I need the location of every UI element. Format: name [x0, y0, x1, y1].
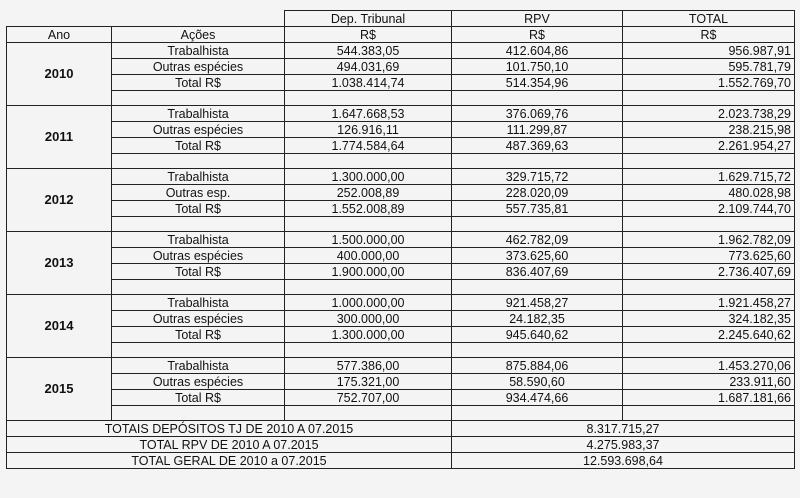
table-row	[7, 232, 795, 248]
summary-label: TOTAL GERAL DE 2010 a 07.2015	[7, 453, 452, 469]
table-row	[7, 264, 795, 280]
spacer-cell	[285, 280, 452, 295]
total-cell: 480.028,98	[623, 185, 795, 201]
header-total: TOTAL	[623, 11, 795, 27]
dep-tribunal-cell: 400.000,00	[285, 248, 452, 264]
total-cell: 1.629.715,72	[623, 169, 795, 185]
acao-cell: Outras esp.	[112, 185, 285, 201]
acao-cell: Outras espécies	[112, 122, 285, 138]
table-row	[7, 248, 795, 264]
header-currency-rpv: R$	[452, 27, 623, 43]
acao-cell: Trabalhista	[112, 43, 285, 59]
spacer-cell	[452, 154, 623, 169]
total-cell: 233.911,60	[623, 374, 795, 390]
dep-tribunal-cell: 1.300.000,00	[285, 327, 452, 343]
spacer-cell	[452, 280, 623, 295]
total-cell: 1.921.458,27	[623, 295, 795, 311]
spacer-cell	[452, 343, 623, 358]
summary-value: 8.317.715,27	[452, 421, 795, 437]
table-row	[7, 311, 795, 327]
rpv-cell: 373.625,60	[452, 248, 623, 264]
rpv-cell: 111.299,87	[452, 122, 623, 138]
total-cell: 2.109.744,70	[623, 201, 795, 217]
spacer-cell	[623, 343, 795, 358]
dep-tribunal-cell: 494.031,69	[285, 59, 452, 75]
total-cell: 1.687.181,66	[623, 390, 795, 406]
dep-tribunal-cell: 1.500.000,00	[285, 232, 452, 248]
spacer-cell	[112, 406, 285, 421]
acao-cell: Total R$	[112, 138, 285, 154]
dep-tribunal-cell: 1.300.000,00	[285, 169, 452, 185]
acao-cell: Total R$	[112, 201, 285, 217]
table-row	[7, 185, 795, 201]
dep-tribunal-cell: 1.038.414,74	[285, 75, 452, 91]
total-cell: 2.736.407,69	[623, 264, 795, 280]
spacer-cell	[623, 406, 795, 421]
spacer-cell	[112, 91, 285, 106]
header-ano: Ano	[7, 27, 112, 43]
rpv-cell: 836.407,69	[452, 264, 623, 280]
spacer-row	[7, 406, 795, 421]
spacer-row	[7, 217, 795, 232]
rpv-cell: 101.750,10	[452, 59, 623, 75]
acao-cell: Total R$	[112, 264, 285, 280]
spacer-row	[7, 154, 795, 169]
header-row-1	[7, 11, 795, 27]
year-cell: 2015	[7, 358, 112, 421]
spacer-cell	[452, 217, 623, 232]
acao-cell: Trabalhista	[112, 358, 285, 374]
rpv-cell: 24.182,35	[452, 311, 623, 327]
header-blank-cell	[7, 11, 112, 27]
spacer-cell	[452, 91, 623, 106]
dep-tribunal-cell: 1.647.668,53	[285, 106, 452, 122]
rpv-cell: 329.715,72	[452, 169, 623, 185]
rpv-cell: 462.782,09	[452, 232, 623, 248]
acao-cell: Trabalhista	[112, 169, 285, 185]
acao-cell: Outras espécies	[112, 59, 285, 75]
dep-tribunal-cell: 126.916,11	[285, 122, 452, 138]
dep-tribunal-cell: 1.900.000,00	[285, 264, 452, 280]
spacer-cell	[285, 343, 452, 358]
rpv-cell: 412.604,86	[452, 43, 623, 59]
total-cell: 1.453.270,06	[623, 358, 795, 374]
summary-row	[7, 421, 795, 437]
total-cell: 595.781,79	[623, 59, 795, 75]
spacer-cell	[112, 154, 285, 169]
deposits-table	[6, 10, 795, 469]
spacer-cell	[452, 406, 623, 421]
table-row	[7, 169, 795, 185]
rpv-cell: 514.354,96	[452, 75, 623, 91]
total-cell: 956.987,91	[623, 43, 795, 59]
dep-tribunal-cell: 577.386,00	[285, 358, 452, 374]
summary-row	[7, 437, 795, 453]
summary-value: 4.275.983,37	[452, 437, 795, 453]
dep-tribunal-cell: 1.774.584,64	[285, 138, 452, 154]
header-acoes: Ações	[112, 27, 285, 43]
rpv-cell: 376.069,76	[452, 106, 623, 122]
header-rpv: RPV	[452, 11, 623, 27]
table-row	[7, 106, 795, 122]
header-currency-total: R$	[623, 27, 795, 43]
year-cell: 2012	[7, 169, 112, 232]
table-row	[7, 201, 795, 217]
table-row	[7, 390, 795, 406]
acao-cell: Total R$	[112, 75, 285, 91]
acao-cell: Total R$	[112, 390, 285, 406]
rpv-cell: 557.735,81	[452, 201, 623, 217]
spacer-cell	[112, 280, 285, 295]
table-row	[7, 75, 795, 91]
dep-tribunal-cell: 752.707,00	[285, 390, 452, 406]
acao-cell: Outras espécies	[112, 311, 285, 327]
acao-cell: Total R$	[112, 327, 285, 343]
table-row	[7, 43, 795, 59]
header-dep-tribunal: Dep. Tribunal	[285, 11, 452, 27]
summary-label: TOTAL RPV DE 2010 A 07.2015	[7, 437, 452, 453]
dep-tribunal-cell: 175.321,00	[285, 374, 452, 390]
table-row	[7, 374, 795, 390]
spacer-cell	[285, 217, 452, 232]
total-cell: 1.552.769,70	[623, 75, 795, 91]
spacer-row	[7, 91, 795, 106]
rpv-cell: 58.590,60	[452, 374, 623, 390]
year-cell: 2014	[7, 295, 112, 358]
dep-tribunal-cell: 1.552.008,89	[285, 201, 452, 217]
table-row	[7, 59, 795, 75]
rpv-cell: 921.458,27	[452, 295, 623, 311]
total-cell: 2.023.738,29	[623, 106, 795, 122]
spacer-cell	[623, 217, 795, 232]
year-cell: 2013	[7, 232, 112, 295]
rpv-cell: 228.020,09	[452, 185, 623, 201]
dep-tribunal-cell: 300.000,00	[285, 311, 452, 327]
table-row	[7, 138, 795, 154]
spacer-cell	[623, 280, 795, 295]
rpv-cell: 875.884,06	[452, 358, 623, 374]
acao-cell: Trabalhista	[112, 232, 285, 248]
table-row	[7, 358, 795, 374]
spacer-cell	[623, 154, 795, 169]
total-cell: 1.962.782,09	[623, 232, 795, 248]
acao-cell: Outras espécies	[112, 374, 285, 390]
spacer-cell	[623, 91, 795, 106]
header-blank-cell	[112, 11, 285, 27]
total-cell: 238.215,98	[623, 122, 795, 138]
rpv-cell: 934.474,66	[452, 390, 623, 406]
header-row-2	[7, 27, 795, 43]
table-row	[7, 327, 795, 343]
dep-tribunal-cell: 544.383,05	[285, 43, 452, 59]
spacer-row	[7, 280, 795, 295]
summary-value: 12.593.698,64	[452, 453, 795, 469]
total-cell: 2.261.954,27	[623, 138, 795, 154]
total-cell: 324.182,35	[623, 311, 795, 327]
acao-cell: Trabalhista	[112, 295, 285, 311]
summary-label: TOTAIS DEPÓSITOS TJ DE 2010 A 07.2015	[7, 421, 452, 437]
data-sheet	[6, 10, 794, 469]
year-cell: 2010	[7, 43, 112, 106]
acao-cell: Outras espécies	[112, 248, 285, 264]
dep-tribunal-cell: 1.000.000,00	[285, 295, 452, 311]
spacer-cell	[285, 154, 452, 169]
table-row	[7, 122, 795, 138]
dep-tribunal-cell: 252.008,89	[285, 185, 452, 201]
total-cell: 773.625,60	[623, 248, 795, 264]
rpv-cell: 487.369,63	[452, 138, 623, 154]
spacer-cell	[285, 406, 452, 421]
spacer-cell	[112, 343, 285, 358]
spacer-cell	[112, 217, 285, 232]
acao-cell: Trabalhista	[112, 106, 285, 122]
summary-row	[7, 453, 795, 469]
spacer-cell	[285, 91, 452, 106]
header-currency-dep: R$	[285, 27, 452, 43]
rpv-cell: 945.640,62	[452, 327, 623, 343]
total-cell: 2.245.640,62	[623, 327, 795, 343]
table-row	[7, 295, 795, 311]
year-cell: 2011	[7, 106, 112, 169]
spacer-row	[7, 343, 795, 358]
